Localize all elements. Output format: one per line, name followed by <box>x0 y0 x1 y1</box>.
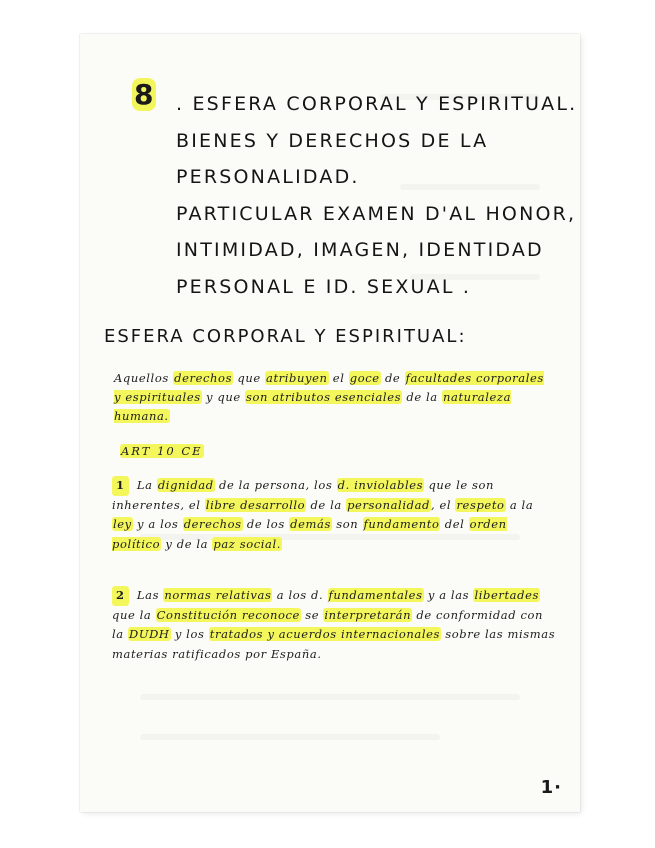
highlighted-text: facultades corporales y espirituales <box>114 371 544 404</box>
topic-number <box>132 78 156 111</box>
text-run: del <box>444 517 465 531</box>
title-line: INTIMIDAD, IMAGEN, IDENTIDAD <box>176 239 544 261</box>
highlighted-text: demás <box>290 517 331 531</box>
text-run: de la <box>310 497 342 512</box>
text-run: y a las <box>427 588 470 602</box>
highlighted-text: normas relativas <box>164 588 272 602</box>
item-number: 2 <box>112 586 129 606</box>
highlighted-text: naturaleza humana. <box>114 390 512 423</box>
text-run: de <box>384 371 401 385</box>
text-run: y a los <box>137 517 179 531</box>
highlighted-text: son atributos esenciales <box>246 390 402 404</box>
highlighted-text: Constitución reconoce <box>156 607 300 622</box>
highlighted-text: paz social. <box>213 536 282 551</box>
intro-paragraph <box>114 369 554 426</box>
text-run: que le son inherentes, el <box>112 478 495 512</box>
highlighted-text: fundamentales <box>328 588 423 602</box>
highlighted-text: goce <box>349 371 380 385</box>
topic-number-value: 8 <box>134 78 155 111</box>
text-run: Las <box>136 588 160 602</box>
section-title: ESFERA CORPORAL Y ESPIRITUAL: <box>104 326 467 347</box>
text-run: y que <box>206 390 241 404</box>
text-run: de la <box>406 390 438 404</box>
text-run: , el <box>430 497 452 512</box>
title-line: . ESFERA CORPORAL Y ESPIRITUAL. <box>176 93 578 115</box>
title-line: PARTICULAR EXAMEN D'AL HONOR, <box>176 202 577 225</box>
highlighted-text: libre desarrollo <box>205 497 306 512</box>
text-run: La <box>136 478 153 492</box>
text-run: son <box>336 517 359 531</box>
page-number: 1· <box>540 777 562 798</box>
text-run: de la persona, los <box>218 478 333 492</box>
text-run: sobre las mismas materias ratificados por España. <box>112 627 556 661</box>
article-item <box>112 476 558 554</box>
highlighted-text: respeto <box>456 497 505 512</box>
text-run: que la <box>112 607 152 622</box>
highlighted-text: tratados y acuerdos internacionales <box>209 627 441 641</box>
topic-title <box>176 86 577 305</box>
highlighted-text: atribuyen <box>266 371 328 385</box>
text-run: se <box>305 607 320 622</box>
article-label: ART 10 CE <box>121 444 203 458</box>
highlighted-text: DUDH <box>129 627 170 641</box>
text-run: y los <box>174 627 205 641</box>
text-run: y de la <box>165 536 209 551</box>
highlighted-text: libertades <box>474 588 540 602</box>
title-line: PERSONALIDAD. <box>176 166 360 188</box>
highlighted-text: d. inviolables <box>337 478 424 492</box>
item-number: 1 <box>112 476 129 496</box>
title-line: BIENES Y DERECHOS DE LA <box>176 129 489 152</box>
title-line: PERSONAL E ID. SEXUAL . <box>176 275 472 298</box>
highlighted-text: ley <box>113 517 132 531</box>
highlighted-text: orden político <box>112 517 507 551</box>
text-run: el <box>332 371 345 385</box>
highlighted-text: derechos <box>183 517 242 531</box>
text-run: Aquellos <box>114 371 169 385</box>
text-run: a los d. <box>276 588 324 602</box>
highlighted-text: derechos <box>174 371 233 385</box>
notebook-page <box>80 34 580 812</box>
text-run: que <box>237 371 261 385</box>
highlighted-text: dignidad <box>157 478 214 492</box>
text-run: de conformidad con la <box>112 607 544 641</box>
highlighted-text: fundamento <box>363 517 440 531</box>
article-heading <box>120 444 204 458</box>
highlighted-text: personalidad <box>347 497 430 512</box>
article-item <box>112 586 558 664</box>
highlighted-text: interpretarán <box>324 607 412 622</box>
text-run: a la <box>509 497 534 512</box>
text-run: de los <box>246 517 285 531</box>
